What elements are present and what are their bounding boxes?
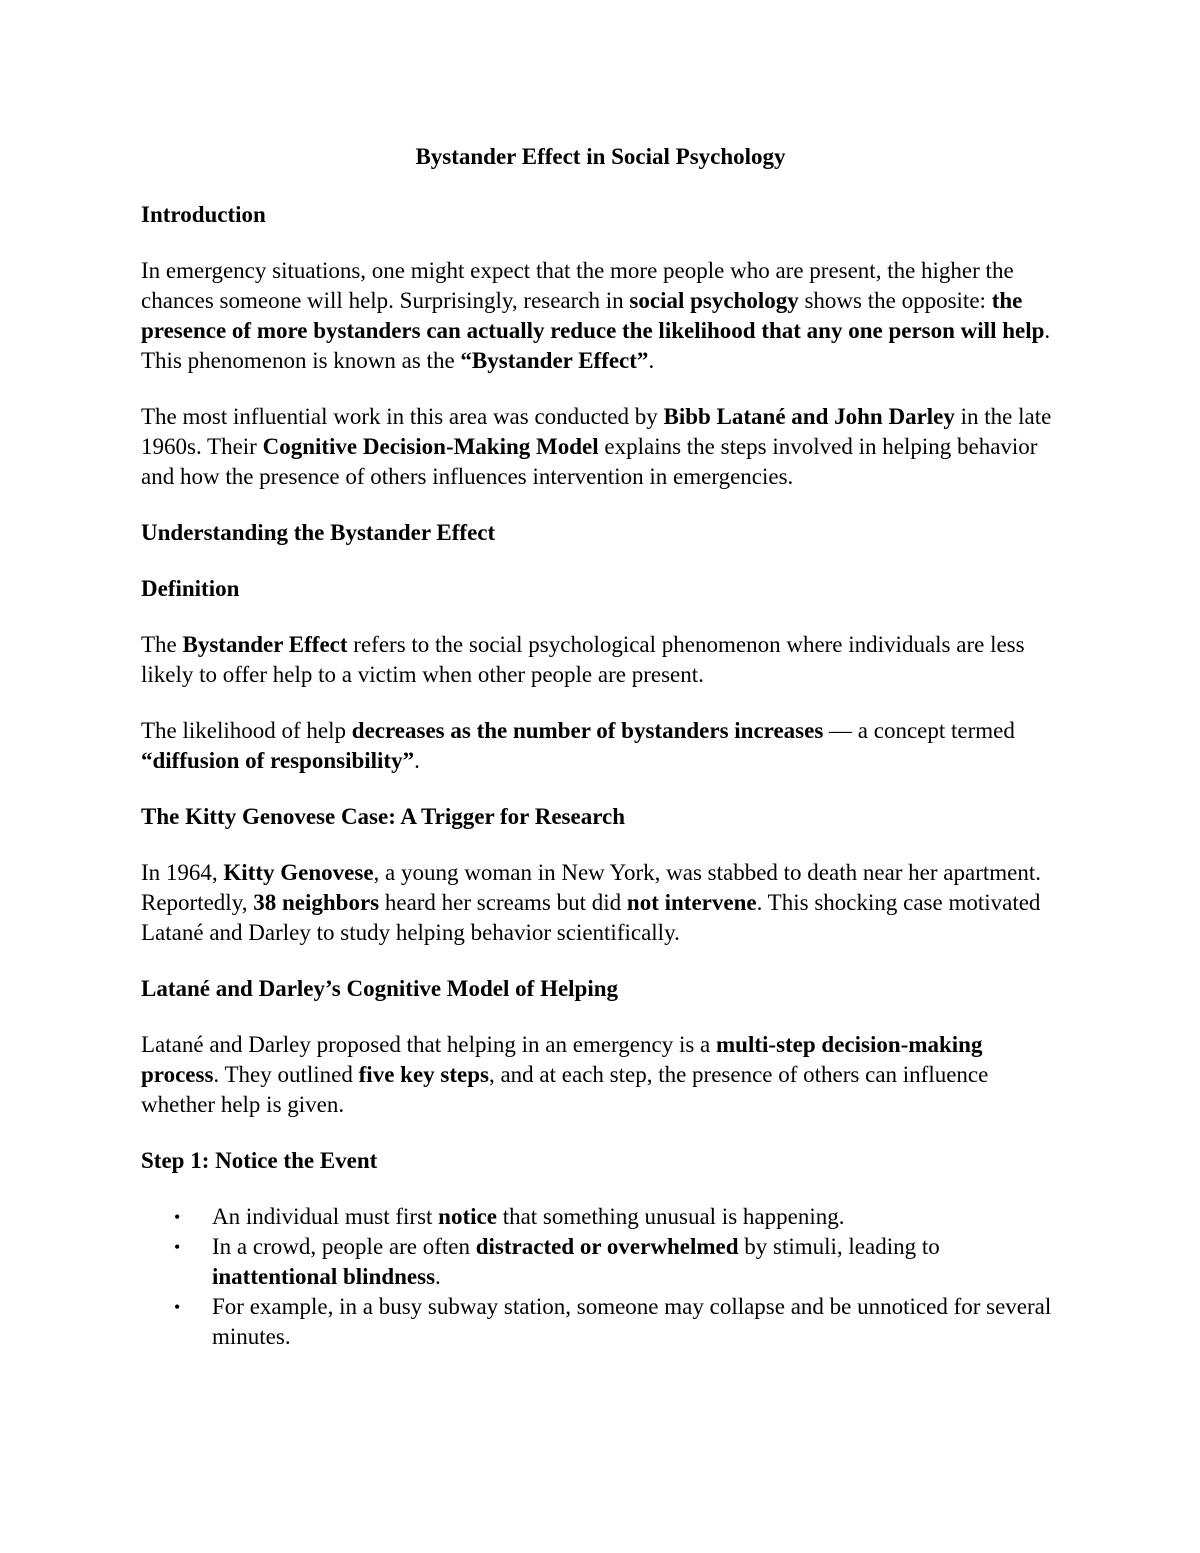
text-run: explains the steps involved in helping behavior and how the presence of others influences intervention in emergencies. [141, 434, 1038, 489]
bold-text: 38 neighbors [253, 890, 380, 915]
kitty-paragraph [141, 858, 1060, 948]
bold-text: Bibb Latané and John Darley [663, 404, 955, 429]
bullet-icon: • [174, 1237, 181, 1257]
list-item [141, 1232, 1060, 1292]
bold-text: the presence of more bystanders can actually reduce the likelihood that any one person will help [141, 288, 1045, 343]
text-run: refers to the social psychological phenomenon where individuals are less likely to offer help to a victim when other people are present. [141, 632, 1025, 687]
text-run: An individual must first [212, 1204, 439, 1229]
section-heading-step-1: Step 1: Notice the Event [141, 1148, 378, 1173]
section-heading-kitty-genovese: The Kitty Genovese Case: A Trigger for Research [141, 804, 625, 829]
text-run: . [414, 748, 420, 773]
text-run: . This phenomenon is known as the [141, 318, 1051, 373]
text-run: — a concept termed [823, 718, 1015, 743]
text-run: The likelihood of help [141, 718, 352, 743]
step-1-bullet-list [141, 1202, 1060, 1352]
text-run: . [435, 1264, 441, 1289]
text-run: The most influential work in this area was conducted by [141, 404, 664, 429]
intro-paragraph-2 [141, 402, 1060, 492]
bullet-icon: • [174, 1297, 181, 1317]
list-item [141, 1202, 1060, 1232]
definition-paragraph-1 [141, 630, 1060, 690]
bold-text: “Bystander Effect” [460, 348, 649, 373]
bold-text: inattentional blindness [212, 1264, 436, 1289]
text-run: . [648, 348, 655, 373]
bold-text: multi-step decision-making process [141, 1032, 983, 1087]
text-run: that something unusual is happening. [496, 1204, 845, 1229]
bold-text: Cognitive Decision-Making Model [262, 434, 599, 459]
text-run: . This shocking case motivated Latané and Darley to study helping behavior scientifically. [141, 890, 1041, 945]
bullet-icon: • [174, 1207, 181, 1227]
text-run: in the late 1960s. Their [141, 404, 1052, 459]
bold-text: not intervene [626, 890, 757, 915]
bold-text: notice [438, 1204, 497, 1229]
text-run: heard her screams but did [379, 890, 627, 915]
list-item [141, 1292, 1060, 1352]
bold-text: decreases as the number of bystanders increases [351, 718, 824, 743]
model-paragraph [141, 1030, 1060, 1120]
text-run: Latané and Darley proposed that helping in an emergency is a [141, 1032, 717, 1057]
text-run: , and at each step, the presence of others can influence whether help is given. [141, 1062, 989, 1117]
bold-text: “diffusion of responsibility” [141, 748, 415, 773]
section-heading-cognitive-model: Latané and Darley’s Cognitive Model of Helping [141, 976, 619, 1001]
bold-text: Kitty Genovese [223, 860, 374, 885]
text-run: The [141, 632, 183, 657]
text-run: . They outlined [213, 1062, 359, 1087]
text-run: In a crowd, people are often [212, 1234, 476, 1259]
section-heading-introduction: Introduction [141, 202, 266, 227]
bold-text: distracted or overwhelmed [475, 1234, 739, 1259]
intro-paragraph-1 [141, 256, 1060, 376]
text-run: In emergency situations, one might expect that the more people who are present, the higher the chances someone will help. Surprisingly, research in [141, 258, 1014, 313]
bold-text: five key steps [358, 1062, 489, 1087]
text-run: shows the opposite: [798, 288, 992, 313]
text-run: by stimuli, leading to [738, 1234, 940, 1259]
text-run: In 1964, [141, 860, 224, 885]
bold-text: social psychology [629, 288, 799, 313]
bold-text: Bystander Effect [182, 632, 348, 657]
definition-paragraph-2 [141, 716, 1060, 776]
text-run: For example, in a busy subway station, someone may collapse and be unnoticed for several minutes. [212, 1294, 1052, 1349]
document-title: Bystander Effect in Social Psychology [415, 144, 786, 169]
text-run: , a young woman in New York, was stabbed to death near her apartment. Reportedly, [141, 860, 1042, 915]
section-heading-understanding: Understanding the Bystander Effect [141, 520, 496, 545]
subheading-definition: Definition [141, 576, 240, 601]
